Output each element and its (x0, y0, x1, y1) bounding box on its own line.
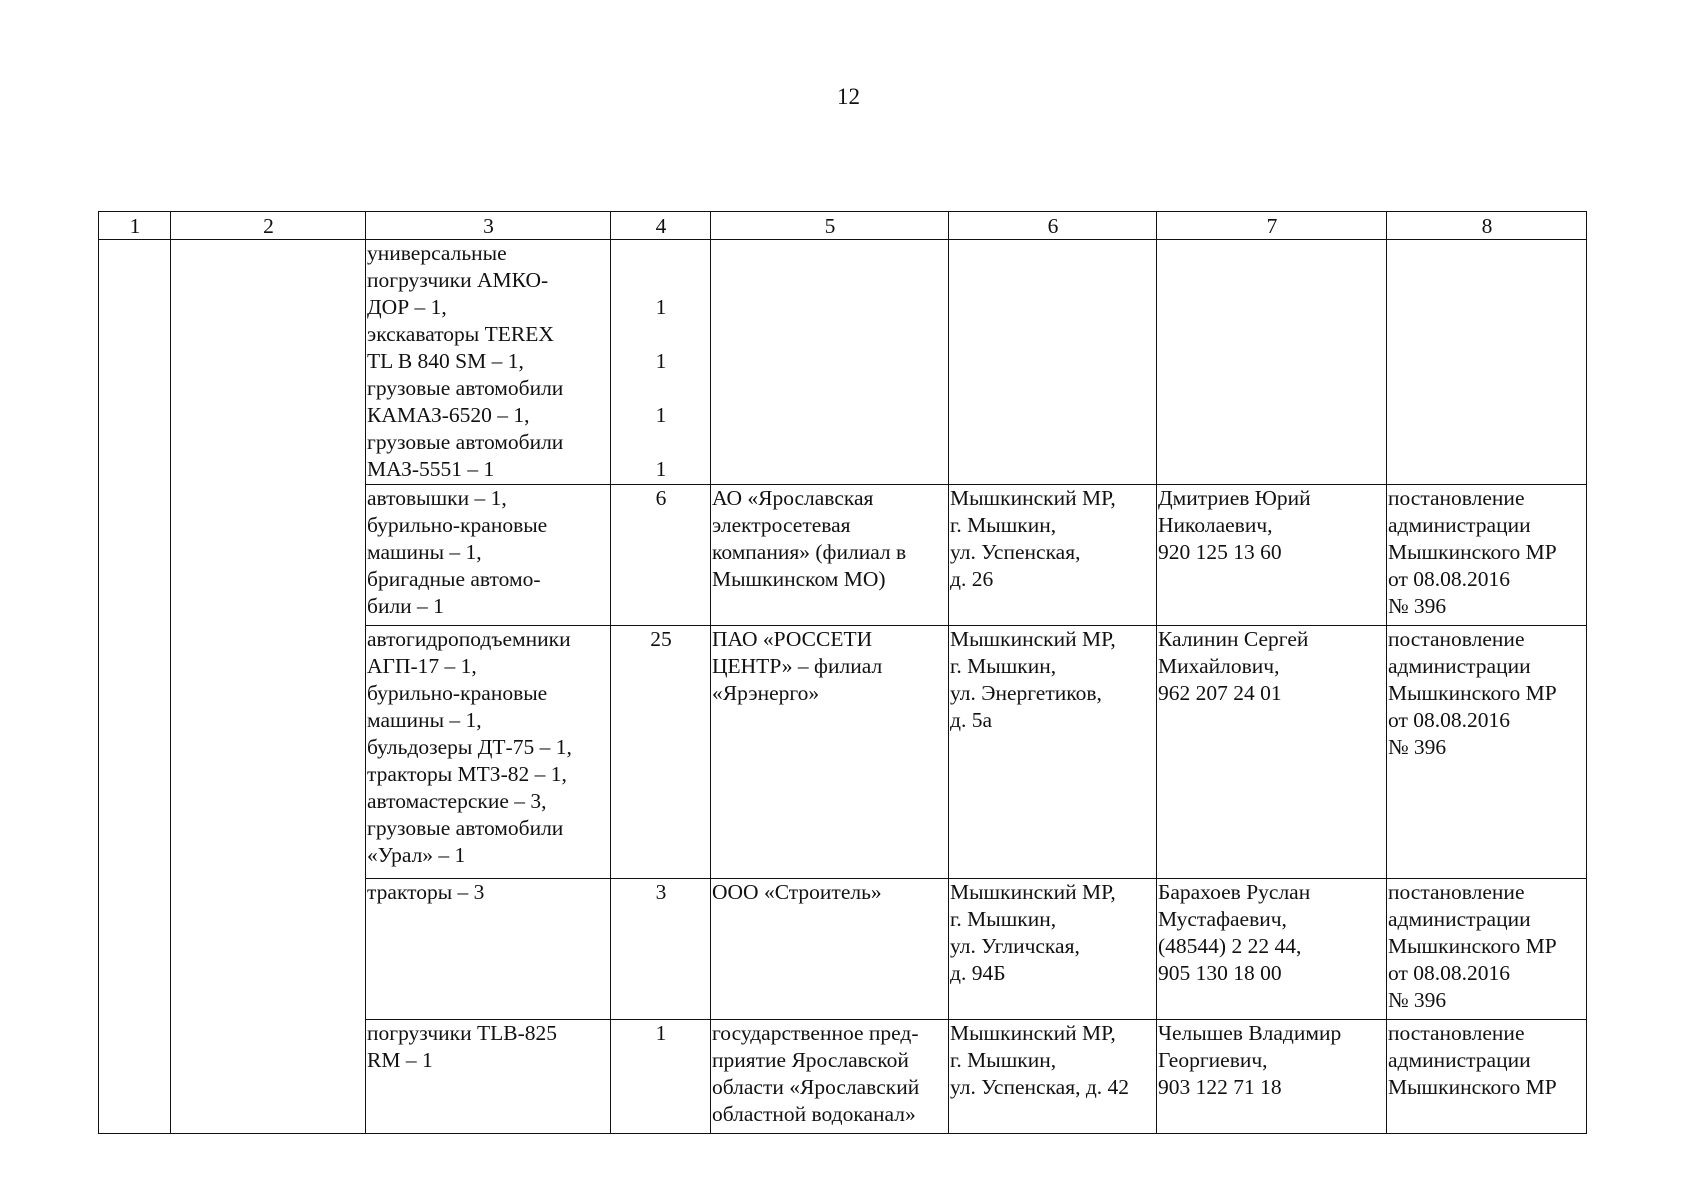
organization-line: компания» (филиал в (712, 540, 907, 564)
equipment-line: бурильно-крановые (367, 681, 548, 705)
equipment-line: бригадные автомо- (367, 567, 541, 591)
equipment-line: бурильно-крановые (367, 513, 548, 537)
header-cell: 2 (171, 212, 366, 240)
address-line: Мышкинский МР, (950, 1021, 1116, 1045)
document-cell (1387, 485, 1587, 626)
document-line: администрации (1388, 654, 1531, 678)
organization-line: приятие Ярославской (712, 1048, 909, 1072)
equipment-line: погрузчики АМКО- (367, 268, 549, 292)
count-cell: 1 (611, 1020, 711, 1134)
equipment-line: тракторы – 3 (367, 880, 485, 904)
col-1-cell (99, 240, 171, 1134)
col-2-cell (171, 240, 366, 1134)
address-line: ул. Успенская, (950, 540, 1081, 564)
equipment-line: TL B 840 SM – 1, (367, 349, 524, 373)
organization-line: областной водоканал» (712, 1102, 916, 1126)
equipment-table (98, 211, 1587, 1134)
contact-line: (48544) 2 22 44, (1158, 934, 1302, 958)
equipment-line: АГП-17 – 1, (367, 654, 477, 678)
address-line: ул. Успенская, д. 42 (950, 1075, 1130, 1099)
organization-line: АО «Ярославская (712, 486, 874, 510)
count-line (612, 321, 710, 348)
table-row (99, 240, 1587, 485)
count-cell (611, 240, 711, 485)
contact-cell (1157, 1020, 1387, 1134)
organization-cell (711, 626, 949, 879)
equipment-line: КАМАЗ-6520 – 1, (367, 403, 530, 427)
header-cell: 6 (949, 212, 1157, 240)
contact-line: 962 207 24 01 (1158, 681, 1282, 705)
contact-line: 903 122 71 18 (1158, 1075, 1282, 1099)
document-line: Мышкинского МР (1388, 1075, 1557, 1099)
header-cell: 8 (1387, 212, 1587, 240)
equipment-line: ДОР – 1, (367, 295, 447, 319)
header-cell: 1 (99, 212, 171, 240)
contact-line: Михайлович, (1158, 654, 1280, 678)
equipment-cell (366, 879, 611, 1020)
equipment-line: грузовые автомобили (367, 376, 564, 400)
document-line: Мышкинского МР (1388, 540, 1557, 564)
organization-cell (711, 485, 949, 626)
header-cell: 5 (711, 212, 949, 240)
organization-line: государственное пред- (712, 1021, 919, 1045)
address-cell (949, 879, 1157, 1020)
count-line: 1 (655, 295, 667, 319)
contact-line: 920 125 13 60 (1158, 540, 1282, 564)
document-line: № 396 (1388, 594, 1447, 618)
equipment-cell (366, 1020, 611, 1134)
count-line (612, 240, 710, 267)
contact-line: Георгиевич, (1158, 1048, 1268, 1072)
equipment-line: машины – 1, (367, 708, 482, 732)
contact-cell (1157, 485, 1387, 626)
address-cell (949, 240, 1157, 485)
document-line: Мышкинского МР (1388, 934, 1557, 958)
organization-line: электросетевая (712, 513, 851, 537)
document-line: № 396 (1388, 735, 1447, 759)
document-line: от 08.08.2016 (1388, 708, 1510, 732)
document-line: от 08.08.2016 (1388, 961, 1510, 985)
address-line: г. Мышкин, (950, 1048, 1057, 1072)
organization-line: ЦЕНТР» – филиал (712, 654, 883, 678)
equipment-cell (366, 485, 611, 626)
document-line: администрации (1388, 907, 1531, 931)
organization-cell (711, 1020, 949, 1134)
organization-line: «Ярэнерго» (712, 681, 820, 705)
count-line (612, 267, 710, 294)
organization-line: Мышкинском МО) (712, 567, 886, 591)
address-line: д. 5а (950, 708, 992, 732)
address-line: г. Мышкин, (950, 513, 1057, 537)
address-line: г. Мышкин, (950, 907, 1057, 931)
contact-cell (1157, 879, 1387, 1020)
header-cell: 3 (366, 212, 611, 240)
document-line: постановление (1388, 1021, 1525, 1045)
equipment-line: погрузчики TLB-825 (367, 1021, 558, 1045)
equipment-line: автогидроподъемники (367, 627, 571, 651)
contact-line: Калинин Сергей (1158, 627, 1309, 651)
address-line: д. 26 (950, 567, 994, 591)
count-line: 1 (655, 457, 667, 481)
address-cell (949, 1020, 1157, 1134)
address-cell (949, 626, 1157, 879)
document-cell (1387, 879, 1587, 1020)
equipment-line: грузовые автомобили (367, 816, 564, 840)
equipment-line: RM – 1 (367, 1048, 433, 1072)
equipment-line: грузовые автомобили (367, 430, 564, 454)
address-line: г. Мышкин, (950, 654, 1057, 678)
contact-cell (1157, 626, 1387, 879)
header-row (99, 212, 1587, 240)
address-line: Мышкинский МР, (950, 486, 1116, 510)
count-cell: 3 (611, 879, 711, 1020)
header-cell: 7 (1157, 212, 1387, 240)
count-line: 1 (655, 403, 667, 427)
document-line: постановление (1388, 880, 1525, 904)
equipment-line: экскаваторы TEREX (367, 322, 554, 346)
equipment-line: машины – 1, (367, 540, 482, 564)
equipment-line: били – 1 (367, 594, 444, 618)
address-cell (949, 485, 1157, 626)
document-line: № 396 (1388, 988, 1447, 1012)
count-line (612, 375, 710, 402)
count-cell: 25 (611, 626, 711, 879)
document-line: постановление (1388, 627, 1525, 651)
equipment-line: «Урал» – 1 (367, 843, 466, 867)
count-line (612, 429, 710, 456)
document-line: администрации (1388, 1048, 1531, 1072)
page-number: 12 (837, 84, 860, 109)
count-cell: 6 (611, 485, 711, 626)
organization-line: ООО «Строитель» (712, 880, 882, 904)
equipment-line: МАЗ-5551 – 1 (367, 457, 495, 481)
document-cell (1387, 1020, 1587, 1134)
contact-line: 905 130 18 00 (1158, 961, 1282, 985)
document-line: постановление (1388, 486, 1525, 510)
address-line: д. 94Б (950, 961, 1006, 985)
document-cell (1387, 240, 1587, 485)
contact-line: Челышев Владимир (1158, 1021, 1342, 1045)
organization-cell (711, 240, 949, 485)
organization-cell (711, 879, 949, 1020)
organization-line: ПАО «РОССЕТИ (712, 627, 873, 651)
organization-line: области «Ярославский (712, 1075, 920, 1099)
document-line: администрации (1388, 513, 1531, 537)
equipment-cell (366, 626, 611, 879)
contact-line: Николаевич, (1158, 513, 1273, 537)
document-cell (1387, 626, 1587, 879)
equipment-cell (366, 240, 611, 485)
equipment-line: автовышки – 1, (367, 486, 507, 510)
address-line: ул. Угличская, (950, 934, 1080, 958)
document-line: от 08.08.2016 (1388, 567, 1510, 591)
equipment-line: универсальные (367, 241, 507, 265)
document-line: Мышкинского МР (1388, 681, 1557, 705)
contact-line: Барахоев Руслан (1158, 880, 1311, 904)
address-line: Мышкинский МР, (950, 627, 1116, 651)
equipment-line: автомастерские – 3, (367, 789, 547, 813)
count-line: 1 (655, 349, 667, 373)
equipment-line: бульдозеры ДТ-75 – 1, (367, 735, 572, 759)
equipment-line: тракторы МТЗ-82 – 1, (367, 762, 567, 786)
address-line: ул. Энергетиков, (950, 681, 1102, 705)
header-cell: 4 (611, 212, 711, 240)
address-line: Мышкинский МР, (950, 880, 1116, 904)
contact-cell (1157, 240, 1387, 485)
contact-line: Мустафаевич, (1158, 907, 1287, 931)
contact-line: Дмитриев Юрий (1158, 486, 1311, 510)
